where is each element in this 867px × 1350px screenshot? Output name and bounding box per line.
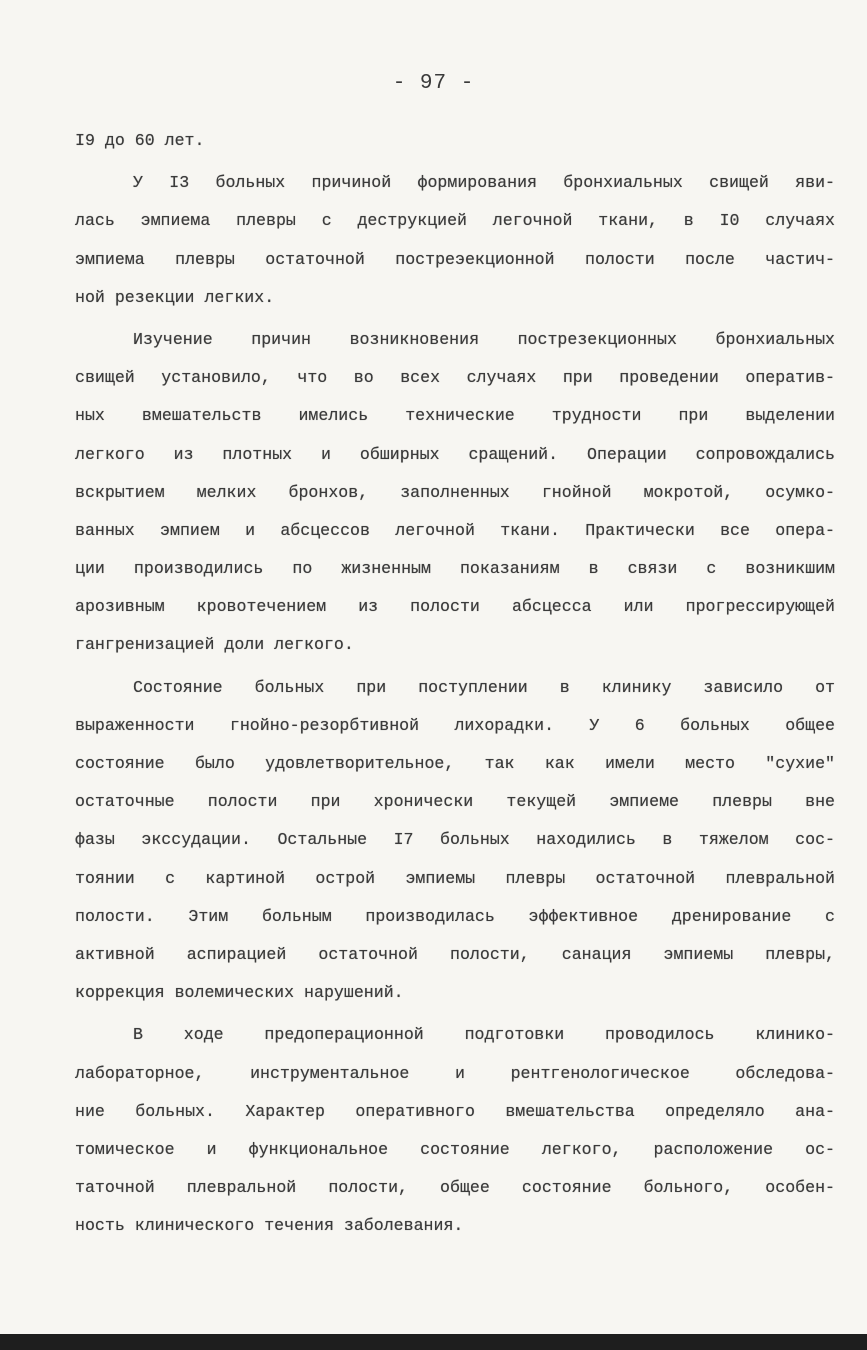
text-line: I9 до 60 лет. — [75, 131, 205, 150]
text-line: ной резекции легких. — [75, 287, 275, 307]
text-line: таточной плевральной полости, общее состояние больного, особен- — [75, 1178, 835, 1198]
text-line: лась эмпиема плевры с деструкцией легочной ткани, в I0 случаях — [75, 211, 835, 231]
text-line: ние больных. Характер оперативного вмешательства определяло ана- — [75, 1101, 835, 1121]
text-line: арозивным кровотечением из полости абсцесса или прогрессирующей — [75, 597, 835, 617]
text-line: состояние было удовлетворительное, так как имели место "сухие" — [75, 754, 835, 773]
page-number: - 97 - — [392, 72, 475, 95]
body-text — [75, 122, 835, 1245]
text-line: Состояние больных при поступлении в клинику зависило от — [133, 677, 835, 697]
text-line: тоянии с картиной острой эмпиемы плевры остаточной плевральной — [75, 868, 835, 888]
text-line: лабораторное, инструментальное и рентгенологическое обследова- — [75, 1063, 835, 1083]
text-line: свищей установило, что во всех случаях при проведении оператив- — [75, 368, 835, 388]
text-line: эмпиема плевры остаточной постреэекционной полости после частич- — [75, 249, 835, 269]
text-line: коррекция волемических нарушений. — [75, 983, 404, 1003]
text-line: вскрытием мелких бронхов, заполненных гнойной мокротой, осумко- — [75, 482, 835, 502]
text-line: В ходе предоперационной подготовки проводилось клинико- — [133, 1025, 835, 1045]
text-line: выраженности гнойно-резорбтивной лихорадки. У 6 больных общее — [75, 715, 835, 735]
text-line: ность клинического течения заболевания. — [75, 1216, 464, 1236]
text-line: полости. Этим больным производилась эффективное дренирование с — [75, 906, 835, 926]
scan-bottom-edge — [0, 1334, 867, 1350]
text-line: У I3 больных причиной формирования бронхиальных свищей яви- — [133, 173, 835, 193]
text-line: гангренизацией доли легкого. — [75, 635, 354, 655]
text-line: остаточные полости при хронически текущей эмпиеме плевры вне — [75, 792, 835, 812]
text-line: фазы экссудации. Остальные I7 больных находились в тяжелом сос- — [75, 830, 835, 850]
text-line: активной аспирацией остаточной полости, санация эмпиемы плевры, — [75, 944, 835, 964]
text-line: ции производились по жизненным показаниям в связи с возникшим — [75, 559, 835, 579]
text-line: ных вмешательств имелись технические трудности при выделении — [75, 406, 835, 426]
text-line: ванных эмпием и абсцессов легочной ткани. Практически все опера- — [75, 520, 835, 540]
text-line: Изучение причин возникновения пострезекционных бронхиальных — [133, 329, 835, 349]
text-line: томическое и функциональное состояние легкого, расположение ос- — [75, 1139, 835, 1159]
text-line: легкого из плотных и обширных сращений. Операции сопровождались — [75, 444, 835, 464]
